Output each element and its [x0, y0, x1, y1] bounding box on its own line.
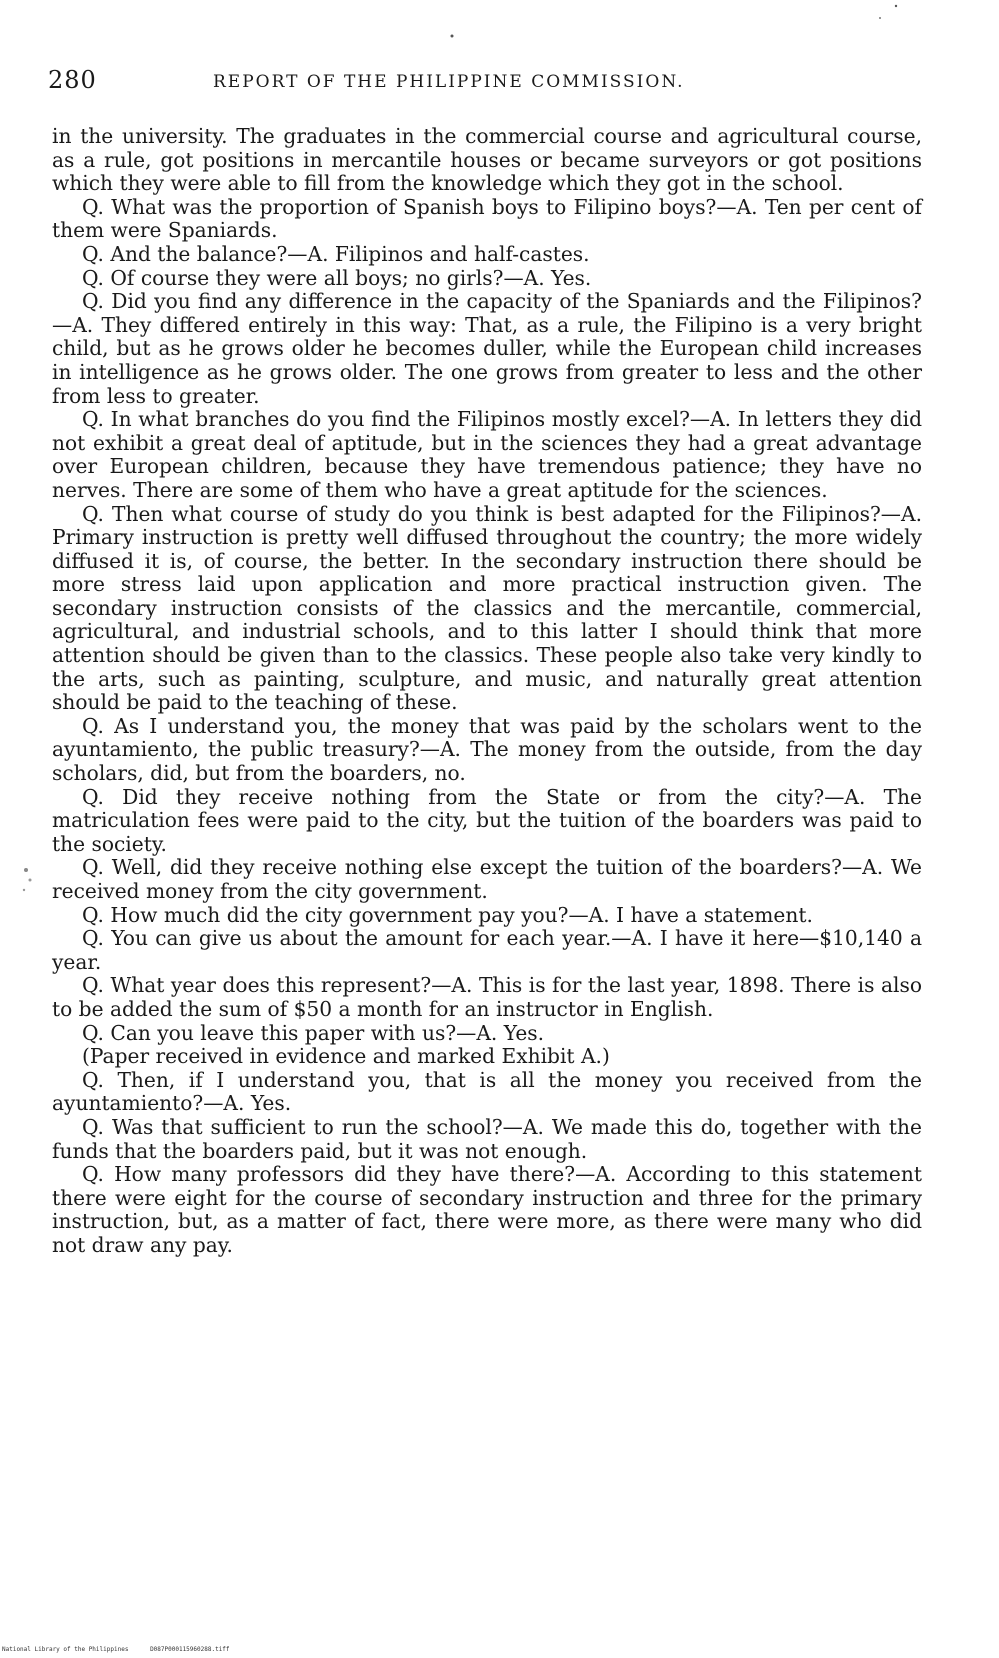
footer-file-id: D087P000115960288.tiff: [150, 1646, 230, 1653]
footer-library: National Library of the Philippines: [2, 1646, 129, 1653]
speck: [895, 5, 897, 7]
paragraph: Q. Was that sufficient to run the school?—A. We made this do, together with the funds that the boarders paid, but it was not enough.: [52, 1114, 922, 1163]
speck: [23, 889, 25, 891]
paragraph: Q. As I understand you, the money that was paid by the scholars went to the ayuntamiento, the public treasury?—A. The money from the outside, from the day scholars, did, but from the boarders, no.: [52, 713, 922, 786]
paragraph: Q. Of course they were all boys; no girls?—A. Yes.: [82, 265, 592, 290]
body-text: [52, 125, 922, 1258]
paragraph: Q. Then what course of study do you think is best adapted for the Filipinos?—A. Primary instruction is pretty well diffused throughout the country; the more widely diffused it is, of course, the better. In the secondary instruction there should be more stress laid upon application and more practical instruction given. The secondary instruction consists of the classics and the mercantile, commercial, agricultural, and industrial schools, and to this latter I should think that more attention should be given than to the classics. These people also take very kindly to the arts, such as painting, sculpture, and music, and naturally great attention should be paid to the teaching of these.: [52, 501, 922, 715]
paragraph: Q. You can give us about the amount for each year.—A. I have it here—$10,140 a year.: [52, 926, 922, 974]
paragraph: Q. Then, if I understand you, that is all the money you received from the ayuntamiento?—A. Yes.: [52, 1067, 922, 1116]
speck: [879, 17, 881, 19]
paragraph: (Paper received in evidence and marked Exhibit A.): [82, 1044, 610, 1069]
paragraph-continuation: in the university. The graduates in the commercial course and agricultural course, as a rule, got positions in mercantile houses or became surveyors or got positions which they were able to fill from the knowledge which they got in the school.: [52, 124, 922, 196]
page-number: 280: [48, 66, 97, 94]
paragraph: Q. Can you leave this paper with us?—A. Yes.: [82, 1020, 545, 1045]
paragraph: Q. And the balance?—A. Filipinos and half-castes.: [82, 241, 590, 266]
paragraph: Q. How much did the city government pay you?—A. I have a statement.: [82, 902, 813, 927]
paragraph: Q. What was the proportion of Spanish boys to Filipino boys?—A. Ten per cent of them were Spaniards.: [52, 194, 922, 243]
speck: [29, 879, 32, 882]
paragraph: Q. Well, did they receive nothing else except the tuition of the boarders?—A. We received money from the city government.: [52, 855, 922, 903]
scan-footer: [2, 1646, 248, 1653]
paragraph: Q. Did they receive nothing from the State or from the city?—A. The matriculation fees were paid to the city, but the tuition of the boarders was paid to the society.: [52, 784, 922, 856]
running-head: REPORT OF THE PHILIPPINE COMMISSION.: [213, 72, 685, 92]
paragraph: Q. In what branches do you find the Filipinos mostly excel?—A. In letters they did not exhibit a great deal of aptitude, but in the sciences they had a great advantage over European children, because they have tremendous patience; they have no nerves. There are some of them who have a great aptitude for the sciences.: [52, 407, 922, 502]
paragraph: Q. What year does this represent?—A. This is for the last year, 1898. There is also to be added the sum of $50 a month for an instructor in English.: [52, 973, 922, 1021]
page-header: [48, 66, 928, 96]
paragraph: Q. Did you find any difference in the capacity of the Spaniards and the Filipinos?—A. They differed entirely in this way: That, as a rule, the Filipino is a very bright child, but as he grows older he becomes duller, while the European child increases in intelligence as he grows older. The one grows from greater to less and the other from less to greater.: [52, 289, 922, 408]
speck: [451, 35, 454, 38]
paragraph: Q. How many professors did they have there?—A. According to this statement there were eight for the course of secondary instruction and three for the primary instruction, but, as a matter of fact, there were more, as there were many who did not draw any pay.: [52, 1162, 922, 1257]
speck: [24, 868, 28, 872]
